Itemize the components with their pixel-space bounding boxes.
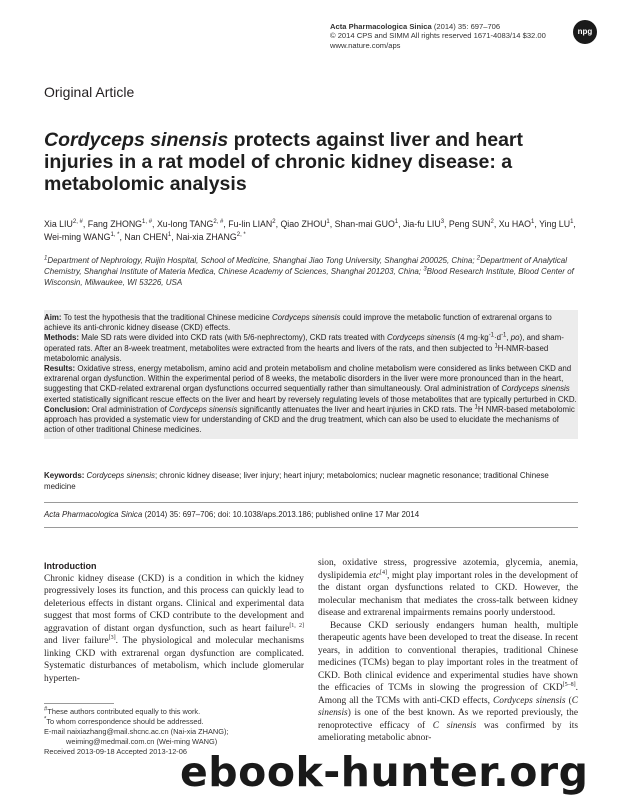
author-name: Peng SUN$^2$	[448, 219, 494, 229]
title-rest: protects against liver and heart injuries in a rat model of chronic kidney disease: a metabolomic analysis	[44, 129, 524, 195]
intro-column-right	[318, 557, 578, 745]
abstract-methods: Methods: Male SD rats were divided into CKD rats (with 5/6-nephrectomy), CKD rats treated with Cordyceps sinensis (4 $mg\cdot kg^{-1}\cdot d^{-1}$, po), and sham-operated rats. After an 8-week treatment, metabolites were extracted from the hearts and livers of the rats, and then subjected to $^1$H-NMR-based metabolomic analysis.	[44, 332, 564, 363]
journal-header	[330, 22, 546, 50]
intro-paragraph-1-cont: sion, oxidative stress, progressive azotemia, glycemia, anemia, dyslipidemia etc[4], might play important roles in the development of the distant organ dysfunctions related to CKD. However, the molecular mechanism that mediates the cross-talk between kidney disease and extrarenal impairments remains poorly understood.	[318, 558, 578, 618]
footnote-correspondence: *To whom correspondence should be addressed.	[44, 716, 204, 726]
journal-url[interactable]: www.nature.com/aps	[330, 40, 401, 50]
intro-column-left	[44, 560, 304, 685]
footnote-dates: Received 2013-09-18 Accepted 2013-12-06	[44, 747, 187, 756]
author-name: Qiao ZHOU$^1$	[280, 219, 330, 229]
author-name: Fang $ZHONG^{1, \#}$	[87, 219, 153, 229]
journal-volume: (2014) 35: 697–706	[433, 22, 501, 31]
affiliations	[44, 255, 584, 288]
abstract-aim: Aim: To test the hypothesis that the traditional Chinese medicine Cordyceps sinensis could improve the metabolic function of extrarenal organs to achieve its anti-chronic kidney disease (CKD) effects.	[44, 313, 552, 333]
footnote-email-2[interactable]: weiming@medmail.com.cn (Wei-ming WANG)	[66, 737, 218, 746]
npg-logo: npg	[573, 20, 597, 44]
affiliation: $^1$Department of Nephrology, Ruijin Hospital, School of Medicine, Shanghai Jiao Tong University, Shanghai 200025, China;	[44, 255, 477, 265]
divider-top	[44, 502, 578, 503]
author-name: Xu-long $TANG^{2, \#}$	[156, 219, 224, 229]
footnote-email[interactable]: E-mail naixiazhang@mail.shcnc.ac.cn (Nai-xia ZHANG);	[44, 727, 229, 736]
footnote-equal: #These authors contributed equally to this work.	[44, 706, 201, 716]
author-name: Nai-xia $ZHANG^{2, *}$	[176, 232, 246, 242]
author-name: Wei-ming $WANG^{1, *}$	[44, 232, 120, 242]
watermark-text: ebook-hunter.org	[180, 748, 589, 796]
intro-paragraph-1: Chronic kidney disease (CKD) is a condition in which the kidney progressively loses its function, and this process can quickly lead to deleterious effects in distant organs. Clinical and experimental data suggest that most forms of CKD contribute to the development and aggravation of distant organ dysfunction, such as heart failure[1, 2] and liver failure[3]. The physiological and molecular mechanisms linking CKD with extrarenal organ dysfunction are complicated. Systematic disturbances of metabolism, which include glomerular hyperten-	[44, 573, 304, 684]
title-italic: Cordyceps sinensis	[44, 129, 229, 151]
section-heading: Introduction	[44, 561, 97, 571]
article-title	[44, 129, 584, 195]
author-list: Xia $LIU^{2, \#}$, Fang $ZHONG^{1, \#}$, Xu-long $TANG^{2, \#}$, Fu-lin LIAN$^2$, Qiao ZHOU$^1$, Shan-mai GUO$^1$, Jia-fu LIU$^3$, Peng SUN$^2$, Xu HAO$^1$, Ying $LU^1$, Wei-ming $WANG^{1, *}$, Nan CHEN$^1$, Nai-xia $ZHANG^{2, *}$	[44, 219, 576, 242]
author-name: Shan-mai GUO$^1$	[334, 219, 399, 229]
abstract-conclusion: Conclusion: Oral administration of Cordyceps sinensis significantly attenuates the liver and heart injuries in CKD rats. The $^1$H NMR-based metabolomic approach has provided a systematic view for understanding of CKD and the drug treatment, which can also be used to elucidate the mechanisms of action of other traditional Chinese medicines.	[44, 404, 575, 435]
divider-bottom	[44, 527, 578, 528]
article-type: Original Article	[44, 84, 135, 100]
abstract-results: Results: Oxidative stress, energy metabolism, amino acid and protein metabolism and choline metabolism were considered as links between CKD and extrarenal organ dysfunction. Within the experimental period of 8 weeks, the metabolic disorders in the liver were more pronounced than in the heart, suggesting that CKD-related extrarenal organ dysfunctions occurred sequentially rather than simultaneously. Oral administration of Cordyceps sinensis exerted statistically significant rescue effects on the liver and heart by reversely regulating levels of those metabolites that are typically perturbed in CKD.	[44, 364, 577, 404]
affiliation: $^2$Department of Analytical Chemistry, Shanghai Institute of Materia Medica, Chinese Academy of Sciences, Shanghai 201203, China;	[44, 255, 567, 276]
affiliation: $^3$Blood Research Institute, Blood Center of Wisconsin, Milwaukee, WI 53226, USA	[44, 266, 574, 287]
journal-name: Acta Pharmacologica Sinica	[330, 22, 432, 31]
author-name: Xia $LIU^{2, \#}$	[44, 219, 83, 229]
copyright-line: © 2014 CPS and SIMM All rights reserved 1671-4083/14 $32.00	[330, 31, 546, 41]
author-name: Nan CHEN$^1$	[124, 232, 172, 242]
author-name: Xu HAO$^1$	[498, 219, 535, 229]
author-name: Jia-fu LIU$^3$	[403, 219, 445, 229]
intro-paragraph-2: Because CKD seriously endangers human health, multiple therapeutic agents have been developed to treat the disease. In recent years, in addition to conventional therapies, traditional Chinese medicines (TCMs) began to play important roles in the treatment of CKD. Both clinical evidence and experimental studies have shown the efficacies of TCMs in slowing the progression of CKD[5–8]. Among all the TCMs with anti-CKD effects, Cordyceps sinensis (C sinensis) is one of the best known. As we reported previously, the renoprotective efficacy of C sinensis was confirmed by its ameliorating metabolic abnor-	[318, 620, 579, 743]
abstract-box	[44, 310, 578, 439]
author-name: Fu-lin LIAN$^2$	[228, 219, 276, 229]
author-name: Ying $LU^1$	[539, 219, 574, 229]
footnote-rule	[44, 703, 114, 704]
citation-line: Acta Pharmacologica Sinica (2014) 35: 697–706; doi: 10.1038/aps.2013.186; published online 17 Mar 2014	[44, 510, 420, 519]
keywords: Keywords: Cordyceps sinensis; chronic kidney disease; liver injury; heart injury; metabolomics; nuclear magnetic resonance; traditional Chinese medicine	[44, 471, 549, 491]
